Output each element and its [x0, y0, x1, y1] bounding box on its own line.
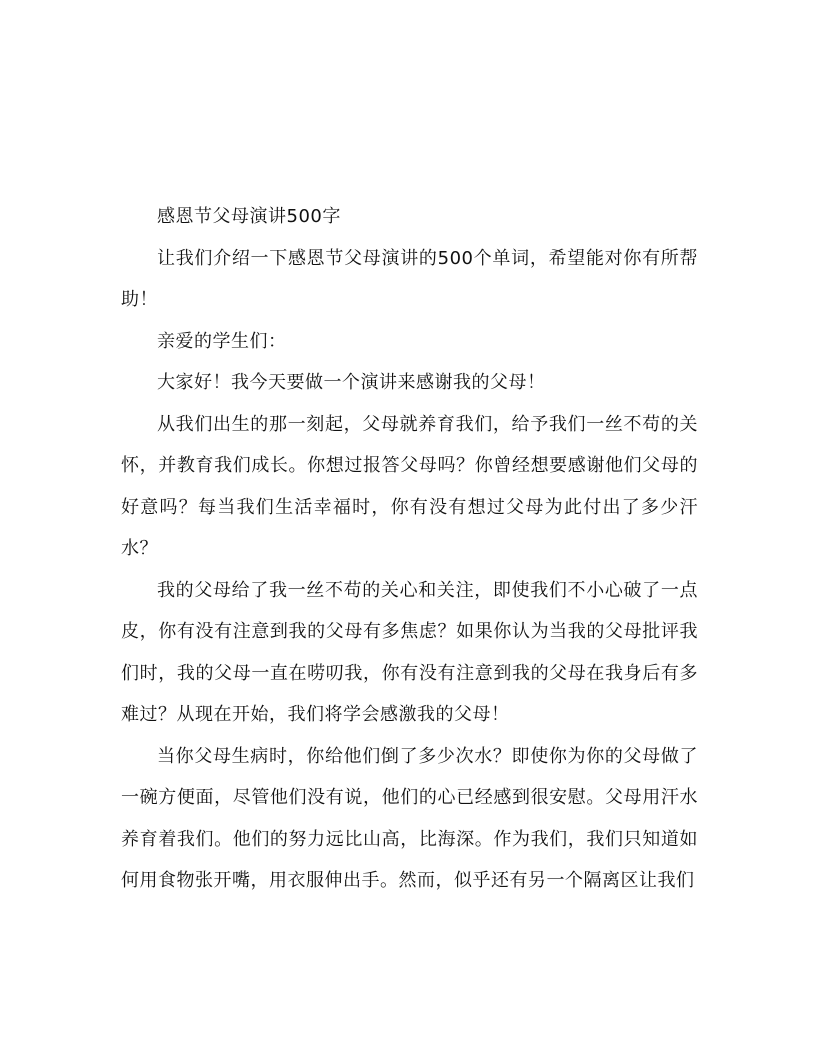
paragraph-body-3: 当你父母生病时，你给他们倒了多少次水？即使你为你的父母做了一碗方便面，尽管他们没有说，他们的心已经感到很安慰。父母用汗水养育着我们。他们的努力远比山高，比海深。作为我们，我们只知道如何用食物张开嘴，用衣服伸出手。然而，似乎还有另一个隔离区让我们 [121, 745, 698, 891]
paragraph-greeting: 大家好！我今天要做一个演讲来感谢我的父母！ [157, 372, 546, 393]
document-body [121, 196, 698, 902]
paragraph-body-2: 我的父母给了我一丝不苟的关心和关注，即使我们不小心破了一点皮，你有没有注意到我的父母有多焦虑？如果你认为当我的父母批评我们时，我的父母一直在唠叨我，你有没有注意到我的父母在我身后有多难过？从现在开始，我们将学会感激我的父母！ [121, 579, 698, 725]
document-title: 感恩节父母演讲500字 [157, 206, 341, 227]
paragraph-salutation: 亲爱的学生们： [157, 330, 287, 352]
paragraph-body-1: 从我们出生的那一刻起，父母就养育我们，给予我们一丝不苟的关怀，并教育我们成长。你想过报答父母吗？你曾经想要感谢他们父母的好意吗？每当我们生活幸福时，你有没有想过父母为此付出了多少汗水？ [121, 413, 698, 559]
paragraph-intro: 让我们介绍一下感恩节父母演讲的500个单词，希望能对你有所帮助！ [121, 247, 698, 310]
